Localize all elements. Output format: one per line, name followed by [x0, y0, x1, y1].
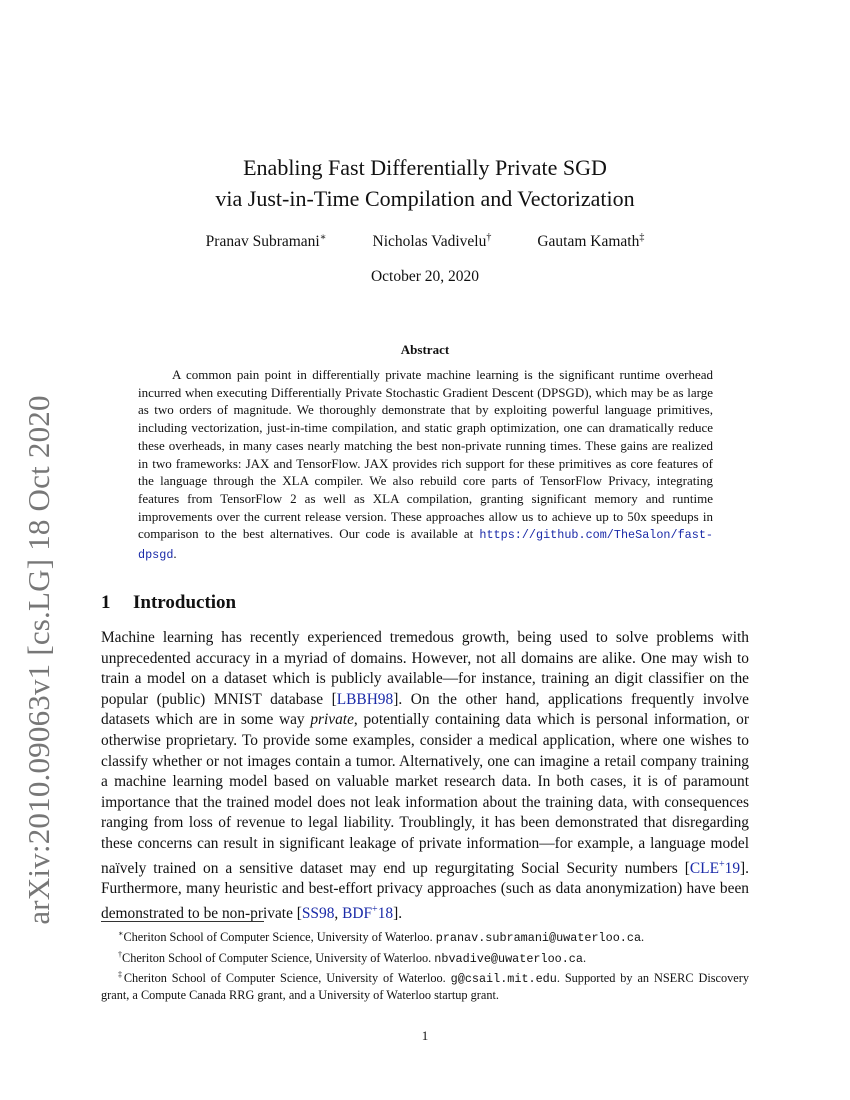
- footnote-1: ∗Cheriton School of Computer Science, University of Waterloo. pranav.subramani@uwaterloo.ca.: [118, 929, 645, 946]
- arxiv-identifier-text: arXiv:2010.09063v1 [cs.LG] 18 Oct 2020: [21, 395, 56, 925]
- author-3: Gautam Kamath‡: [537, 232, 645, 251]
- footnotes: [101, 926, 749, 1004]
- citation-bdf18[interactable]: BDF+18: [342, 903, 394, 922]
- introduction-paragraph: Machine learning has recently experienced tremedous growth, being used to solve problems with unprecedented accuracy in a myriad of domains. However, not all domains are alike. One may wish to train a model on a dataset which is publicly available—for instance, training an digit classifier on the popular (public) MNIST database [LBBH98]. On the other hand, applications frequently involve datasets which are in some way private, potentially containing data which is personal information, or otherwise proprietary. To provide some examples, consider a medical application, where one wishes to classify whether or not images contain a tumor. Alternatively, one can imagine a retail company training a machine learning model based on valuable market research data. In both cases, it is of paramount importance that the trained model does not leak information about the training data, with consequences ranging from loss of revenue to legal liability. Troublingly, it has been demonstrated that disregarding these concerns can result in significant leakage of private information—for example, a language model naïvely trained on a sensitive dataset may end up regurgitating Social Security numbers [CLE+19]. Furthermore, many heuristic and best-effort privacy approaches (such as data anonymization) have been demonstrated to be non-private [SS98, BDF+18].: [101, 629, 749, 922]
- footnote-3: ‡Cheriton School of Computer Science, University of Waterloo. g@csail.mit.edu. Supported by an NSERC Discovery grant, a Compute Canada RRG grant, and a University of Waterloo startup grant.: [101, 970, 750, 1003]
- citation-cle19[interactable]: CLE+19: [689, 858, 741, 877]
- footnote-2: †Cheriton School of Computer Science, University of Waterloo. nbvadive@uwaterloo.ca.: [118, 949, 587, 966]
- citation-lbbh98[interactable]: LBBH98: [336, 690, 394, 708]
- title-line-2: via Just-in-Time Compilation and Vectorization: [215, 186, 635, 211]
- title-line-1: Enabling Fast Differentially Private SGD: [243, 155, 607, 180]
- author-2: Nicholas Vadivelu†: [372, 232, 492, 251]
- author-email-2: nbvadive@uwaterloo.ca: [434, 951, 583, 966]
- author-email-3: g@csail.mit.edu: [450, 972, 557, 987]
- citation-ss98[interactable]: SS98: [301, 904, 335, 922]
- page-number: 1: [421, 1028, 429, 1043]
- author-1: Pranav Subramani∗: [205, 232, 327, 251]
- author-list: [100, 232, 750, 251]
- section-number: 1: [101, 592, 111, 613]
- abstract-heading: Abstract: [400, 342, 450, 357]
- footnote-rule: [101, 921, 264, 922]
- paper-title: [100, 152, 750, 214]
- author-email-1: pranav.subramani@uwaterloo.ca: [435, 931, 642, 946]
- paper-date: October 20, 2020: [370, 268, 480, 285]
- section-title: Introduction: [133, 592, 237, 613]
- abstract-body: A common pain point in differentially private machine learning is the significant runtime overhead incurred when executing Differentially Private Stochastic Gradient Descent (DPSGD), which may be as large as two orders of magnitude. We thoroughly demonstrate that by exploiting powerful language primitives, including vectorization, just-in-time compilation, and static graph optimization, one can dramatically reduce these overheads, in many cases nearly matching the best non-private running times. These gains are realized in two frameworks: JAX and TensorFlow. JAX provides rich support for these primitives as core features of the language through the XLA compiler. We also rebuild core parts of TensorFlow Privacy, integrating features from TensorFlow 2 as well as XLA compilation, granting significant memory and runtime improvements over the current release version. These approaches allow us to achieve up to 50x speedups in comparison to the best alternatives. Our code is available at https://github.com/TheSalon/fast-dpsgd.: [138, 367, 713, 563]
- section-heading-introduction: [101, 592, 236, 614]
- code-repository-link[interactable]: https://github.com/TheSalon/fast-dpsgd: [138, 528, 713, 563]
